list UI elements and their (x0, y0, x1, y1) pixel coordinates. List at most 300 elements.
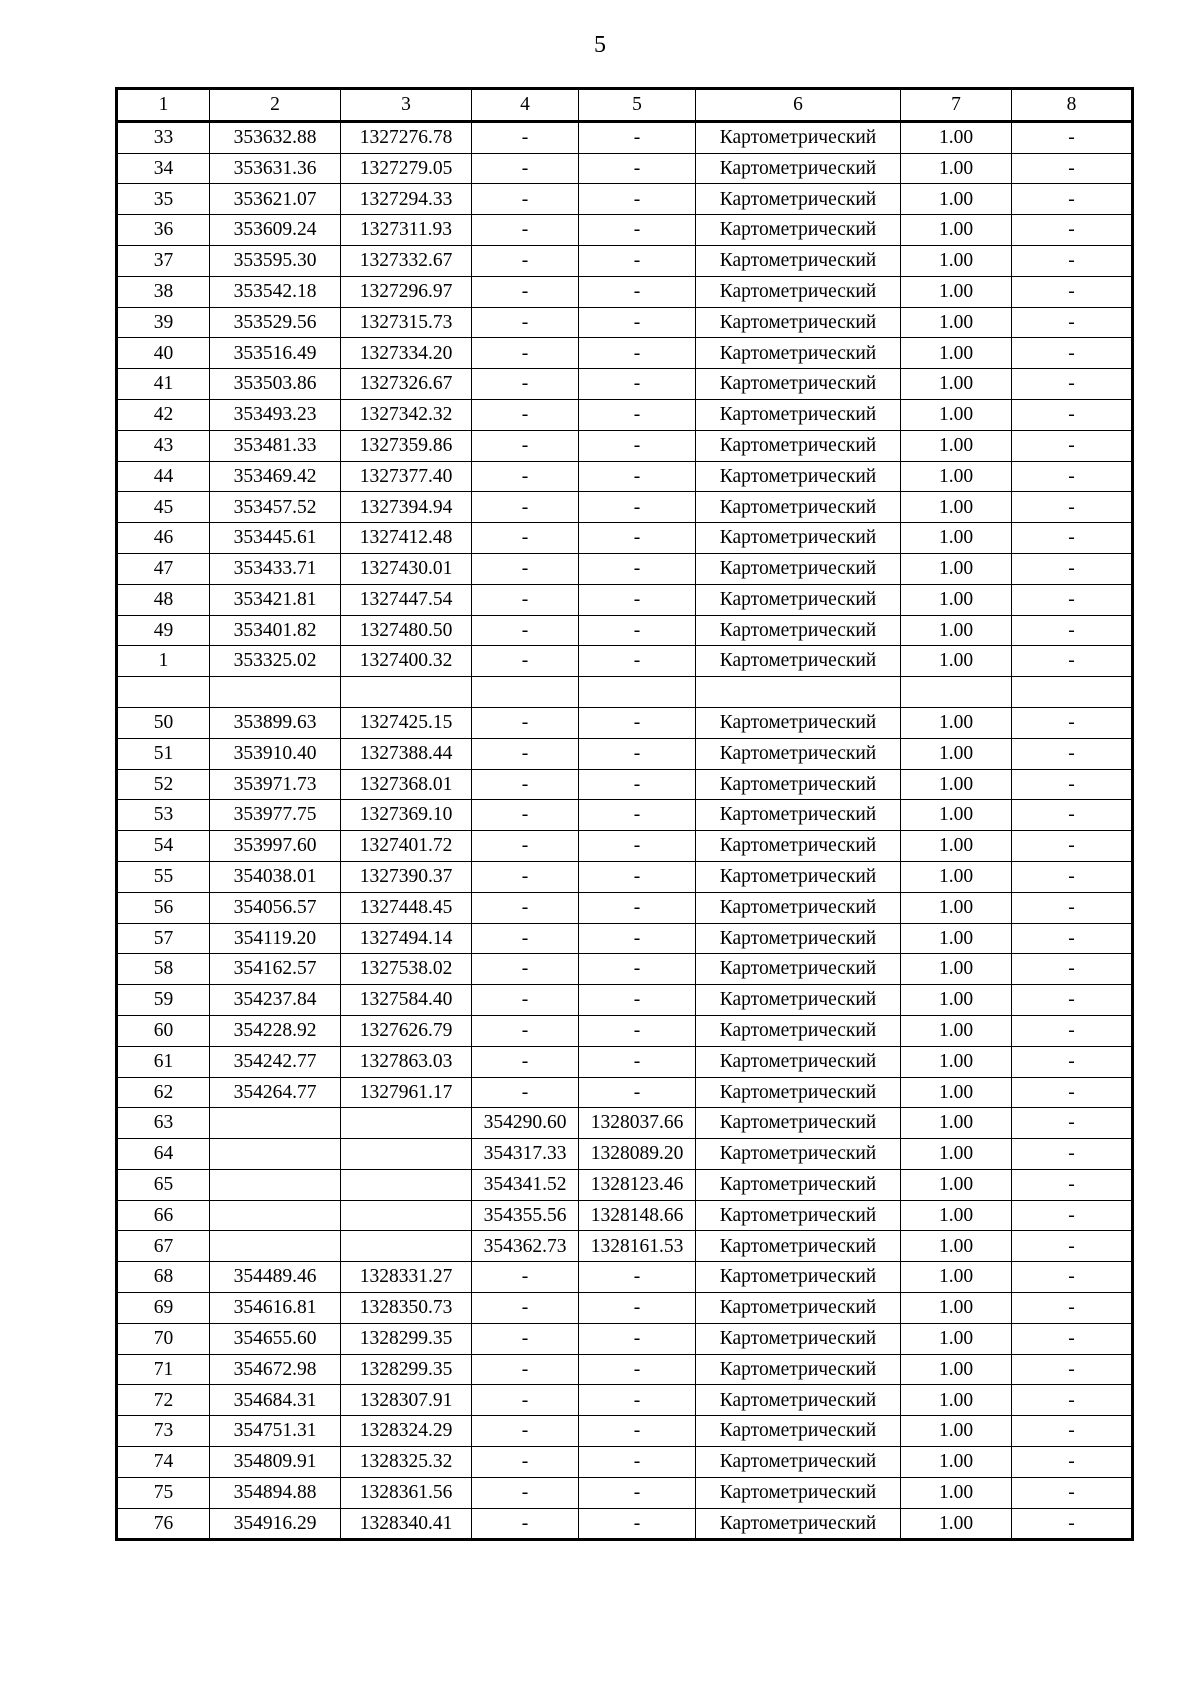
table-cell-col-6: Картометрический (696, 399, 901, 430)
table-cell-col-8: - (1012, 1385, 1133, 1416)
table-row (117, 1293, 1133, 1324)
table-cell-col-1 (117, 677, 210, 708)
table-cell-col-2: 353325.02 (210, 646, 341, 677)
table-row (117, 184, 1133, 215)
table-cell-col-1: 37 (117, 245, 210, 276)
table-cell-col-5: - (579, 369, 696, 400)
table-cell-col-6: Картометрический (696, 338, 901, 369)
table-cell-col-5: - (579, 769, 696, 800)
table-cell-col-6: Картометрический (696, 492, 901, 523)
table-cell-col-6: Картометрический (696, 646, 901, 677)
table-row (117, 461, 1133, 492)
table-cell-col-3: 1328361.56 (341, 1477, 472, 1508)
table-cell-col-4: - (472, 985, 579, 1016)
table-cell-col-4: - (472, 461, 579, 492)
table-row (117, 615, 1133, 646)
table-cell-col-5: - (579, 707, 696, 738)
table-cell-col-2: 354894.88 (210, 1477, 341, 1508)
table-row (117, 1139, 1133, 1170)
table-cell-col-6: Картометрический (696, 307, 901, 338)
table-cell-col-3: 1328299.35 (341, 1323, 472, 1354)
table-cell-col-6: Картометрический (696, 430, 901, 461)
table-cell-col-7: 1.00 (901, 1323, 1012, 1354)
table-cell-col-5: - (579, 276, 696, 307)
table-cell-col-3: 1327377.40 (341, 461, 472, 492)
table-cell-col-1: 66 (117, 1200, 210, 1231)
coordinates-table (115, 87, 1134, 1541)
table-cell-col-6: Картометрический (696, 553, 901, 584)
table-cell-col-5: - (579, 646, 696, 677)
table-cell-col-1: 70 (117, 1323, 210, 1354)
table-cell-col-5: - (579, 1015, 696, 1046)
table-cell-col-4: 354317.33 (472, 1139, 579, 1170)
table-cell-col-1: 39 (117, 307, 210, 338)
table-cell-col-7: 1.00 (901, 861, 1012, 892)
header-row (117, 89, 1133, 122)
table-row (117, 1200, 1133, 1231)
table-cell-col-8: - (1012, 492, 1133, 523)
column-header-4: 4 (472, 89, 579, 122)
table-cell-col-2: 353516.49 (210, 338, 341, 369)
table-cell-col-6: Картометрический (696, 1169, 901, 1200)
table-cell-col-5: 1328161.53 (579, 1231, 696, 1262)
table-cell-col-5: - (579, 1262, 696, 1293)
table-cell-col-5: - (579, 1354, 696, 1385)
table-cell-col-3: 1327326.67 (341, 369, 472, 400)
table-cell-col-6: Картометрический (696, 615, 901, 646)
table-cell-col-3: 1327538.02 (341, 954, 472, 985)
table-cell-col-3: 1327296.97 (341, 276, 472, 307)
table-cell-col-2 (210, 1231, 341, 1262)
table-cell-col-6 (696, 677, 901, 708)
table-cell-col-6: Картометрический (696, 584, 901, 615)
table-cell-col-1: 50 (117, 707, 210, 738)
table-row (117, 1108, 1133, 1139)
table-cell-col-4: - (472, 492, 579, 523)
table-cell-col-4: - (472, 338, 579, 369)
table-cell-col-3: 1327961.17 (341, 1077, 472, 1108)
table-cell-col-7: 1.00 (901, 1385, 1012, 1416)
table-cell-col-1: 64 (117, 1139, 210, 1170)
table-row (117, 954, 1133, 985)
table-cell-col-5: - (579, 1508, 696, 1540)
table-cell-col-8: - (1012, 1354, 1133, 1385)
table-cell-col-6: Картометрический (696, 923, 901, 954)
table-cell-col-1: 33 (117, 121, 210, 153)
table-cell-col-8: - (1012, 1262, 1133, 1293)
table-row (117, 307, 1133, 338)
table-cell-col-7: 1.00 (901, 215, 1012, 246)
table-cell-col-4: - (472, 861, 579, 892)
table-cell-col-6: Картометрический (696, 1447, 901, 1478)
table-cell-col-2: 353493.23 (210, 399, 341, 430)
table-cell-col-2 (210, 1108, 341, 1139)
column-header-1: 1 (117, 89, 210, 122)
table-cell-col-3: 1327332.67 (341, 245, 472, 276)
table-cell-col-2: 354038.01 (210, 861, 341, 892)
table-cell-col-4: - (472, 1323, 579, 1354)
table-cell-col-4: - (472, 769, 579, 800)
table-cell-col-2: 353469.42 (210, 461, 341, 492)
table-cell-col-5: - (579, 861, 696, 892)
table-cell-col-4: 354341.52 (472, 1169, 579, 1200)
table-cell-col-4: - (472, 276, 579, 307)
table-cell-col-2: 353481.33 (210, 430, 341, 461)
table-cell-col-2: 354809.91 (210, 1447, 341, 1478)
table-cell-col-2: 354751.31 (210, 1416, 341, 1447)
table-cell-col-7: 1.00 (901, 1046, 1012, 1077)
table-cell-col-8: - (1012, 1015, 1133, 1046)
table-cell-col-7: 1.00 (901, 1139, 1012, 1170)
table-cell-col-5: - (579, 892, 696, 923)
table-cell-col-8: - (1012, 307, 1133, 338)
table-cell-col-6: Картометрический (696, 1200, 901, 1231)
table-cell-col-6: Картометрический (696, 1293, 901, 1324)
table-cell-col-8: - (1012, 1447, 1133, 1478)
table-cell-col-2: 354489.46 (210, 1262, 341, 1293)
table-cell-col-1: 57 (117, 923, 210, 954)
table-cell-col-1: 62 (117, 1077, 210, 1108)
table-cell-col-7: 1.00 (901, 430, 1012, 461)
table-row (117, 769, 1133, 800)
table-cell-col-1: 72 (117, 1385, 210, 1416)
column-header-8: 8 (1012, 89, 1133, 122)
table-cell-col-6: Картометрический (696, 1015, 901, 1046)
table-cell-col-5: - (579, 1293, 696, 1324)
table-cell-col-3: 1327276.78 (341, 121, 472, 153)
table-cell-col-5: - (579, 1046, 696, 1077)
table-cell-col-6: Картометрический (696, 1477, 901, 1508)
table-cell-col-4: 354355.56 (472, 1200, 579, 1231)
table-cell-col-2: 354616.81 (210, 1293, 341, 1324)
table-cell-col-3: 1327425.15 (341, 707, 472, 738)
table-row (117, 1169, 1133, 1200)
table-cell-col-1: 63 (117, 1108, 210, 1139)
table-cell-col-1: 52 (117, 769, 210, 800)
table-cell-col-6: Картометрический (696, 1354, 901, 1385)
table-cell-col-8: - (1012, 153, 1133, 184)
table-cell-col-6: Картометрический (696, 1385, 901, 1416)
table-cell-col-6: Картометрический (696, 245, 901, 276)
table-cell-col-5: - (579, 430, 696, 461)
table-cell-col-5: - (579, 1385, 696, 1416)
table-cell-col-6: Картометрический (696, 1508, 901, 1540)
table-cell-col-2: 354242.77 (210, 1046, 341, 1077)
table-row (117, 1416, 1133, 1447)
table-cell-col-5 (579, 677, 696, 708)
table-cell-col-8: - (1012, 1231, 1133, 1262)
table-cell-col-1: 65 (117, 1169, 210, 1200)
table-cell-col-5: - (579, 184, 696, 215)
table-cell-col-7: 1.00 (901, 553, 1012, 584)
table-cell-col-7: 1.00 (901, 800, 1012, 831)
table-row (117, 1385, 1133, 1416)
table-cell-col-8: - (1012, 707, 1133, 738)
table-cell-col-8: - (1012, 121, 1133, 153)
table-cell-col-6: Картометрический (696, 861, 901, 892)
table-cell-col-1: 55 (117, 861, 210, 892)
table-cell-col-2: 353542.18 (210, 276, 341, 307)
table-row (117, 399, 1133, 430)
table-cell-col-2: 353457.52 (210, 492, 341, 523)
table-cell-col-6: Картометрический (696, 276, 901, 307)
column-header-2: 2 (210, 89, 341, 122)
table-cell-col-4: - (472, 800, 579, 831)
table-cell-col-5: - (579, 738, 696, 769)
table-cell-col-8: - (1012, 954, 1133, 985)
table-cell-col-5: - (579, 615, 696, 646)
table-cell-col-7: 1.00 (901, 1015, 1012, 1046)
table-cell-col-7: 1.00 (901, 461, 1012, 492)
table-cell-col-7: 1.00 (901, 1200, 1012, 1231)
table-cell-col-6: Картометрический (696, 800, 901, 831)
table-cell-col-4: - (472, 954, 579, 985)
table-row (117, 153, 1133, 184)
table-cell-col-3: 1327311.93 (341, 215, 472, 246)
table-cell-col-7: 1.00 (901, 1354, 1012, 1385)
table-cell-col-3: 1327315.73 (341, 307, 472, 338)
table-cell-col-3: 1328331.27 (341, 1262, 472, 1293)
table-cell-col-7: 1.00 (901, 1108, 1012, 1139)
table-cell-col-4: - (472, 1385, 579, 1416)
table-row (117, 861, 1133, 892)
table-cell-col-4: - (472, 831, 579, 862)
table-cell-col-2: 354916.29 (210, 1508, 341, 1540)
table-cell-col-2 (210, 1169, 341, 1200)
table-cell-col-5: - (579, 523, 696, 554)
table-row (117, 1508, 1133, 1540)
table-cell-col-1: 34 (117, 153, 210, 184)
table-cell-col-5: - (579, 215, 696, 246)
table-cell-col-3: 1327401.72 (341, 831, 472, 862)
table-cell-col-1: 56 (117, 892, 210, 923)
table-cell-col-5: - (579, 1447, 696, 1478)
table-cell-col-1: 51 (117, 738, 210, 769)
table-cell-col-8: - (1012, 1046, 1133, 1077)
table-cell-col-1: 69 (117, 1293, 210, 1324)
table-cell-col-8: - (1012, 1477, 1133, 1508)
table-cell-col-7: 1.00 (901, 276, 1012, 307)
table-cell-col-4: - (472, 1077, 579, 1108)
table-cell-col-6: Картометрический (696, 738, 901, 769)
table-cell-col-3: 1328324.29 (341, 1416, 472, 1447)
table-cell-col-7: 1.00 (901, 1262, 1012, 1293)
table-cell-col-2 (210, 677, 341, 708)
table-cell-col-1: 68 (117, 1262, 210, 1293)
table-cell-col-4: - (472, 1262, 579, 1293)
table-cell-col-5: - (579, 553, 696, 584)
table-cell-col-5: - (579, 923, 696, 954)
table-cell-col-8: - (1012, 215, 1133, 246)
table-cell-col-2: 354684.31 (210, 1385, 341, 1416)
table-cell-col-3: 1327430.01 (341, 553, 472, 584)
table-cell-col-6: Картометрический (696, 461, 901, 492)
table-cell-col-1: 71 (117, 1354, 210, 1385)
table-row (117, 276, 1133, 307)
table-row (117, 215, 1133, 246)
column-header-3: 3 (341, 89, 472, 122)
table-cell-col-8: - (1012, 800, 1133, 831)
table-cell-col-1: 76 (117, 1508, 210, 1540)
table-cell-col-8: - (1012, 769, 1133, 800)
table-cell-col-2 (210, 1139, 341, 1170)
table-cell-col-4: - (472, 1293, 579, 1324)
table-cell-col-7: 1.00 (901, 245, 1012, 276)
table-cell-col-3: 1327480.50 (341, 615, 472, 646)
table-cell-col-7: 1.00 (901, 307, 1012, 338)
table-cell-col-8: - (1012, 338, 1133, 369)
table-cell-col-5: - (579, 954, 696, 985)
table-row (117, 492, 1133, 523)
table-cell-col-8: - (1012, 1416, 1133, 1447)
table-cell-col-7: 1.00 (901, 707, 1012, 738)
table-cell-col-5: - (579, 1077, 696, 1108)
table-cell-col-7: 1.00 (901, 985, 1012, 1016)
table-row (117, 1015, 1133, 1046)
table-cell-col-1: 48 (117, 584, 210, 615)
table-row (117, 831, 1133, 862)
table-cell-col-6: Картометрический (696, 1323, 901, 1354)
table-row (117, 707, 1133, 738)
page-number: 5 (594, 32, 606, 58)
table-cell-col-4: - (472, 430, 579, 461)
table-cell-col-7: 1.00 (901, 892, 1012, 923)
table-cell-col-5: - (579, 1416, 696, 1447)
table-cell-col-2: 353445.61 (210, 523, 341, 554)
table-cell-col-6: Картометрический (696, 707, 901, 738)
table-cell-col-2: 353433.71 (210, 553, 341, 584)
table-cell-col-3: 1327448.45 (341, 892, 472, 923)
table-row (117, 800, 1133, 831)
table-cell-col-6: Картометрический (696, 769, 901, 800)
table-cell-col-5: 1328148.66 (579, 1200, 696, 1231)
table-cell-col-8: - (1012, 923, 1133, 954)
table-cell-col-4: - (472, 1447, 579, 1478)
table-cell-col-8: - (1012, 1169, 1133, 1200)
table-cell-col-2: 353997.60 (210, 831, 341, 862)
table-cell-col-1: 44 (117, 461, 210, 492)
table-row (117, 892, 1133, 923)
table-cell-col-3: 1328325.32 (341, 1447, 472, 1478)
table-cell-col-7: 1.00 (901, 184, 1012, 215)
table-cell-col-7: 1.00 (901, 492, 1012, 523)
table-cell-col-1: 74 (117, 1447, 210, 1478)
table-cell-col-8 (1012, 677, 1133, 708)
table-cell-col-7: 1.00 (901, 369, 1012, 400)
table-row (117, 1477, 1133, 1508)
table-cell-col-8: - (1012, 1200, 1133, 1231)
table-cell-col-2: 353421.81 (210, 584, 341, 615)
table-cell-col-3: 1327359.86 (341, 430, 472, 461)
table-cell-col-7: 1.00 (901, 399, 1012, 430)
table-cell-col-5: - (579, 1477, 696, 1508)
table-cell-col-1: 46 (117, 523, 210, 554)
table-cell-col-3: 1328307.91 (341, 1385, 472, 1416)
table-cell-col-3: 1327494.14 (341, 923, 472, 954)
table-cell-col-1: 73 (117, 1416, 210, 1447)
table-cell-col-2: 354237.84 (210, 985, 341, 1016)
table-cell-col-2: 354264.77 (210, 1077, 341, 1108)
table-cell-col-7: 1.00 (901, 1416, 1012, 1447)
table-cell-col-8: - (1012, 1108, 1133, 1139)
table-cell-col-7: 1.00 (901, 153, 1012, 184)
table-cell-col-7: 1.00 (901, 1477, 1012, 1508)
table-cell-col-1: 36 (117, 215, 210, 246)
table-cell-col-4: - (472, 738, 579, 769)
table-cell-col-3 (341, 1169, 472, 1200)
table-cell-col-4: - (472, 1477, 579, 1508)
table-cell-col-8: - (1012, 276, 1133, 307)
table-cell-col-3: 1327447.54 (341, 584, 472, 615)
table-cell-col-8: - (1012, 1508, 1133, 1540)
table-cell-col-3: 1327388.44 (341, 738, 472, 769)
table-cell-col-1: 47 (117, 553, 210, 584)
table-cell-col-4: - (472, 153, 579, 184)
table-cell-col-3 (341, 677, 472, 708)
table-cell-col-4 (472, 677, 579, 708)
table-row (117, 738, 1133, 769)
table-cell-col-6: Картометрический (696, 892, 901, 923)
table-cell-col-3: 1327584.40 (341, 985, 472, 1016)
table-cell-col-8: - (1012, 892, 1133, 923)
column-header-7: 7 (901, 89, 1012, 122)
table-cell-col-5: - (579, 399, 696, 430)
table-row (117, 1323, 1133, 1354)
table-cell-col-5: - (579, 245, 696, 276)
table-cell-col-2: 354672.98 (210, 1354, 341, 1385)
table-cell-col-6: Картометрический (696, 1139, 901, 1170)
table-row (117, 1046, 1133, 1077)
table-cell-col-3: 1328340.41 (341, 1508, 472, 1540)
table-cell-col-3 (341, 1231, 472, 1262)
table-cell-col-7: 1.00 (901, 1293, 1012, 1324)
table-header (117, 89, 1133, 122)
table-cell-col-2: 353609.24 (210, 215, 341, 246)
table-cell-col-5: - (579, 1323, 696, 1354)
table-cell-col-8: - (1012, 831, 1133, 862)
table-cell-col-2: 354056.57 (210, 892, 341, 923)
table-row (117, 245, 1133, 276)
table-cell-col-5: - (579, 307, 696, 338)
table-body (117, 121, 1133, 1540)
table-cell-col-1: 61 (117, 1046, 210, 1077)
table-cell-col-8: - (1012, 615, 1133, 646)
table-cell-col-1: 54 (117, 831, 210, 862)
table-cell-col-6: Картометрический (696, 523, 901, 554)
table-row (117, 553, 1133, 584)
table-row (117, 677, 1133, 708)
table-cell-col-4: - (472, 584, 579, 615)
table-cell-col-7: 1.00 (901, 615, 1012, 646)
table-cell-col-1: 42 (117, 399, 210, 430)
table-cell-col-4: - (472, 121, 579, 153)
table-cell-col-5: - (579, 461, 696, 492)
table-cell-col-3: 1328350.73 (341, 1293, 472, 1324)
table-cell-col-4: - (472, 923, 579, 954)
table-cell-col-6: Картометрический (696, 153, 901, 184)
table-cell-col-7: 1.00 (901, 923, 1012, 954)
table-cell-col-4: - (472, 399, 579, 430)
table-cell-col-8: - (1012, 369, 1133, 400)
table-cell-col-4: - (472, 553, 579, 584)
table-cell-col-8: - (1012, 523, 1133, 554)
table-row (117, 523, 1133, 554)
table-cell-col-8: - (1012, 584, 1133, 615)
table-cell-col-5: - (579, 492, 696, 523)
table-row (117, 1262, 1133, 1293)
table-cell-col-5: 1328123.46 (579, 1169, 696, 1200)
table-row (117, 121, 1133, 153)
